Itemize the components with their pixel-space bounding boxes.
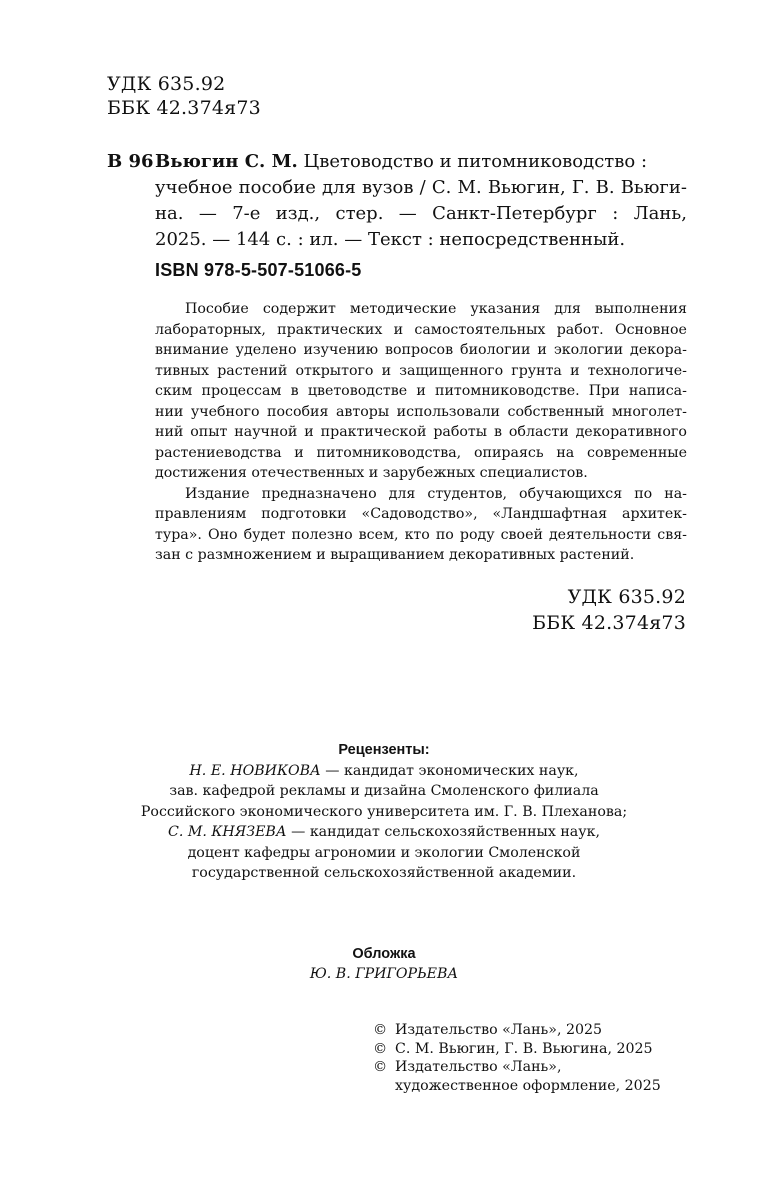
abstract-line: ний опыт научной и практической работы в области декоративного [155, 424, 687, 440]
reviewer-name: С. М. КНЯЗЕВА [168, 824, 287, 840]
top-classification-codes [107, 72, 261, 120]
reviewers-title: Рецензенты: [338, 742, 430, 758]
copyright-line [373, 1058, 661, 1077]
cover-credit [96, 944, 672, 984]
abstract-line: нии учебного пособия авторы использовали собственный многолет- [155, 403, 687, 420]
abstract-line: Пособие содержит методические указания для выполнения [185, 301, 687, 317]
author-mark: В 96 [107, 151, 154, 172]
biblio-title: Цветоводство и питомниководство : [303, 151, 648, 172]
copyright-text: художественное оформление, 2025 [395, 1077, 661, 1094]
biblio-line [155, 149, 687, 175]
abstract-line: Издание предназначено для студентов, обучающихся по на- [185, 485, 687, 502]
reviewer-line: зав. кафедрой рекламы и дизайна Смоленского филиала [169, 783, 599, 799]
reviewer-name: Н. Е. НОВИКОВА [189, 762, 321, 779]
isbn: ISBN 978-5-507-51066-5 [155, 260, 362, 280]
cover-artist: Ю. В. ГРИГОРЬЕВА [309, 966, 459, 982]
copyright-indent [373, 1077, 395, 1096]
udk-code: УДК 635.92 [567, 586, 686, 608]
copyright-text: С. М. Вьюгин, Г. В. Вьюгина, 2025 [395, 1040, 653, 1057]
abstract-line: лабораторных, практических и самостоятельных работ. Основное [155, 321, 687, 338]
abstract-line: зан с размножением и выращиванием декоративных растений. [155, 547, 635, 563]
reviewer-line: Российского экономического университета им. Г. В. Плеханова; [140, 803, 628, 820]
abstract-line: правлениям подготовки «Садоводство», «Ландшафтная архитек- [155, 506, 687, 522]
copyright-icon: © [373, 1022, 388, 1038]
biblio-line: на. — 7-е изд., стер. — Санкт-Петербург : Лань, [155, 203, 687, 224]
copyright-text: Издательство «Лань», [395, 1059, 562, 1075]
biblio-line: учебное пособие для вузов / С. М. Вьюгин, Г. В. Вьюги- [155, 177, 687, 198]
abstract [155, 299, 687, 566]
reviewers-block [96, 740, 672, 884]
biblio-line: 2025. — 144 с. : ил. — Текст : непосредственный. [155, 229, 626, 250]
bbk-code: ББК 42.374я73 [532, 612, 686, 634]
udk-code: УДК 635.92 [107, 73, 226, 95]
bottom-classification-codes [532, 584, 686, 636]
reviewer-line [96, 761, 672, 782]
abstract-line: внимание уделено изучению вопросов биологии и экологии декора- [155, 342, 687, 358]
copyright-block [373, 1021, 661, 1095]
reviewer-line [96, 822, 672, 843]
abstract-line: растениеводства и питомниководства, опираясь на современные [155, 444, 687, 461]
abstract-line: тивных растений открытого и защищенного грунта и технологиче- [155, 362, 687, 379]
abstract-line: достижения отечественных и зарубежных специалистов. [155, 465, 588, 481]
biblio-author: Вьюгин С. М. [155, 151, 298, 172]
copyright-icon: © [373, 1040, 388, 1057]
copyright-line [373, 1077, 661, 1096]
copyright-icon: © [373, 1059, 388, 1075]
copyright-text: Издательство «Лань», 2025 [395, 1022, 603, 1038]
reviewer-line: государственной сельскохозяйственной академии. [191, 865, 577, 881]
abstract-line: ским процессам в цветоводстве и питомниководстве. При написа- [155, 383, 687, 399]
bbk-code: ББК 42.374я73 [107, 97, 261, 119]
cover-title: Обложка [352, 946, 416, 962]
reviewer-line: доцент кафедры агрономии и экологии Смоленской [187, 844, 581, 861]
copyright-line [373, 1040, 661, 1059]
bibliographic-record [155, 149, 687, 253]
reviewer-degree: — кандидат сельскохозяйственных наук, [286, 824, 600, 840]
abstract-line: тура». Оно будет полезно всем, кто по роду своей деятельности свя- [155, 526, 687, 543]
reviewer-degree: — кандидат экономических наук, [320, 762, 579, 779]
copyright-line [373, 1021, 661, 1040]
